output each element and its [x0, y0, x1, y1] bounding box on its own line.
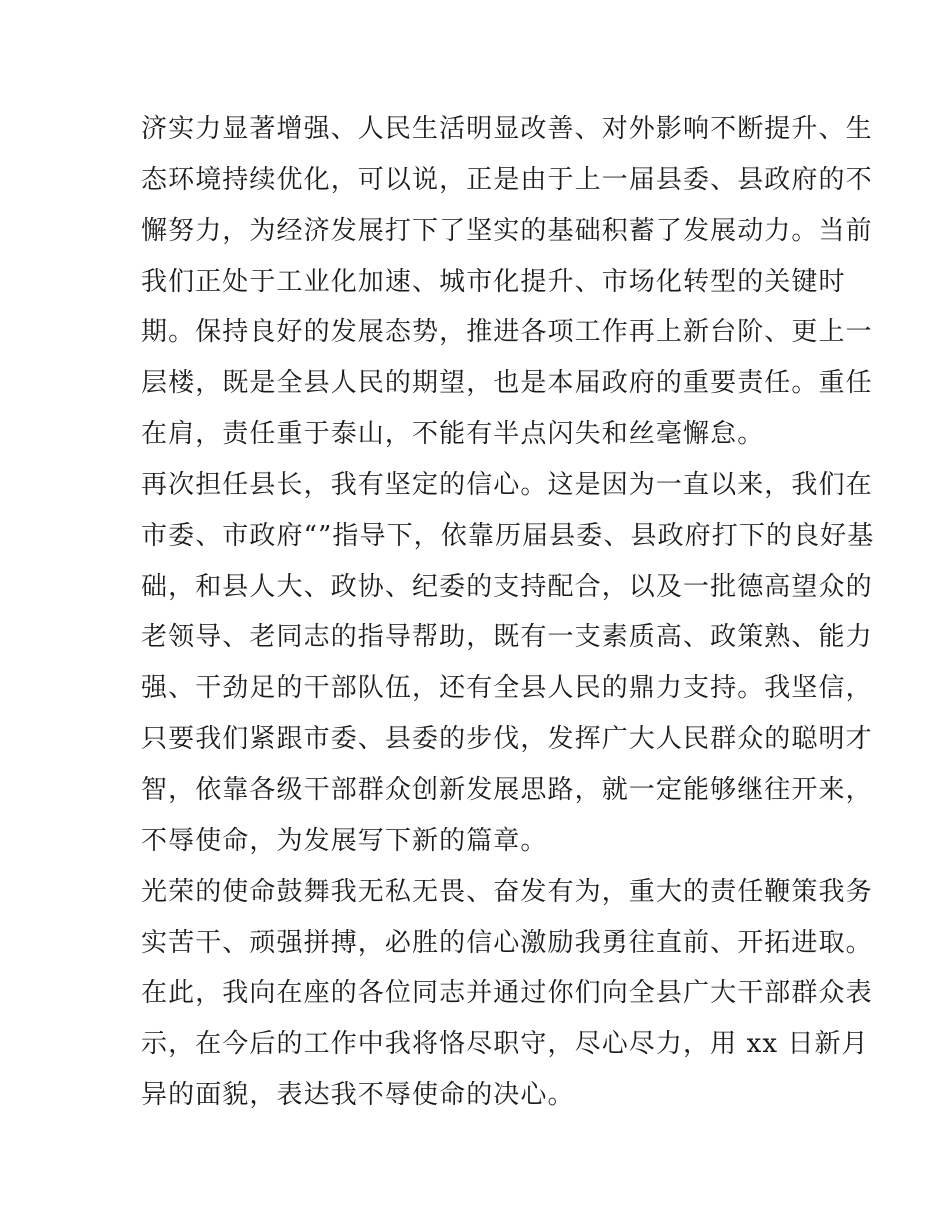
text-line: 期。保持良好的发展态势，推进各项工作再上新台阶、更上一 [141, 317, 873, 348]
text-line: 智，依靠各级干部群众创新发展思路，就一定能够继往开来， [141, 774, 873, 805]
text-line: 在此，我向在座的各位同志并通过你们向全县广大干部群众表 [141, 978, 873, 1009]
text-line: 济实力显著增强、人民生活明显改善、对外影响不断提升、生 [141, 114, 873, 144]
text-line: 在肩，责任重于泰山，不能有半点闪失和丝毫懈怠。 [141, 419, 765, 450]
document-body [141, 104, 875, 1121]
text-line: 懈努力，为经济发展打下了坚实的基础积蓄了发展动力。当前 [141, 215, 873, 246]
text-line: 老领导、老同志的指导帮助，既有一支素质高、政策熟、能力 [141, 622, 873, 653]
text-line: 不辱使命，为发展写下新的篇章。 [141, 825, 548, 856]
text-line: 实苦干、顽强拼搏，必胜的信心激励我勇往直前、开拓进取。 [141, 927, 873, 958]
text-line: 态环境持续优化，可以说，正是由于上一届县委、县政府的不 [141, 164, 873, 195]
text-line: 层楼，既是全县人民的期望，也是本届政府的重要责任。重任 [141, 368, 873, 399]
text-line: 只要我们紧跟市委、县委的步伐，发挥广大人民群众的聪明才 [141, 724, 873, 755]
text-line: 示，在今后的工作中我将恪尽职守，尽心尽力，用 xx 日新月 [141, 1029, 869, 1060]
text-line: 市委、市政府“”指导下，依靠历届县委、县政府打下的良好基 [141, 520, 875, 551]
text-line: 光荣的使命鼓舞我无私无畏、奋发有为，重大的责任鞭策我务 [141, 876, 873, 907]
text-line: 再次担任县长，我有坚定的信心。这是因为一直以来，我们在 [141, 469, 873, 500]
text-line: 我们正处于工业化加速、城市化提升、市场化转型的关键时 [141, 266, 846, 297]
paragraph-commitment [141, 867, 873, 1121]
paragraph-development-responsibility [141, 104, 873, 460]
text-line: 强、干劲足的干部队伍，还有全县人民的鼎力支持。我坚信， [141, 673, 873, 704]
text-line: 础，和县人大、政协、纪委的支持配合，以及一批德高望众的 [141, 571, 873, 602]
text-line: 异的面貌，表达我不辱使命的决心。 [141, 1080, 575, 1111]
paragraph-confidence [141, 460, 875, 867]
